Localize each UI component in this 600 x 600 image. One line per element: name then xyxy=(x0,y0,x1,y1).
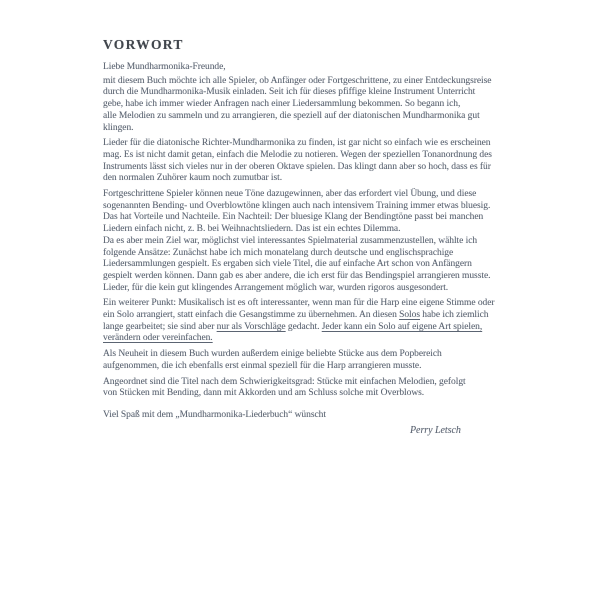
text-line xyxy=(103,322,543,334)
paragraph-intro xyxy=(103,76,543,135)
paragraph-ordering xyxy=(103,377,543,400)
text-line xyxy=(103,333,543,345)
text-line: durch die Mundharmonika-Musik einladen. Seit ich für dieses pfiffige kleine Instrument Unterricht xyxy=(103,87,476,98)
text-segment: lange gearbeitet; sie sind aber xyxy=(103,321,217,332)
text-line: Fortgeschrittene Spieler können neue Töne dazugewinnen, aber das erfordert viel Übung, und diese xyxy=(103,189,477,200)
text-line: Liedern einfach nicht, z. B. bei Weihnachtsliedern. Das ist ein echtes Dilemma. xyxy=(103,224,401,235)
text-line: Als Neuheit in diesem Buch wurden außerdem einige beliebte Stücke aus dem Popbereich xyxy=(103,349,442,360)
salutation: Liebe Mundharmonika-Freunde, xyxy=(103,62,226,72)
underlined-text: Jeder kann ein Solo auf eigene Art spielen, xyxy=(321,321,483,332)
text-segment: Ein weiterer Punkt: Musikalisch ist es oft interessanter, wenn man für die Harp eine eigene Stimme oder xyxy=(103,298,495,309)
paragraph-bending xyxy=(103,189,543,294)
text-line: aufgenommen, die ich ebenfalls erst einmal speziell für die Harp arrangieren musste. xyxy=(103,360,422,371)
text-line: von Stücken mit Bending, dann mit Akkorden und am Schluss solche mit Overblows. xyxy=(103,388,425,399)
text-line: gebe, habe ich immer wieder Anfragen nach einer Liedersammlung bekommen. So begann ich, xyxy=(103,99,461,110)
text-line xyxy=(103,298,543,310)
text-line: Instruments lässt sich vieles nur in der oberen Oktave spielen. Das klingt dann aber so hoch, dass es für xyxy=(103,161,491,172)
text-line: Lieder, für die kein gut klingendes Arrangement möglich war, wurden rigoros ausgesondert. xyxy=(103,282,449,293)
text-line: sogenannten Bending- und Overblowtöne klingen auch nach intensivem Training immer etwas bluesig. xyxy=(103,200,491,211)
text-line: Lieder für die diatonische Richter-Mundharmonika zu finden, ist gar nicht so einfach wie es erscheinen xyxy=(103,138,491,149)
text-line: alle Melodien zu sammeln und zu arrangieren, die speziell auf der diatonischen Mundharmonika gut xyxy=(103,110,480,121)
text-line: Da es aber mein Ziel war, möglichst viel interessantes Spielmaterial zusammenzustellen, wählte ich xyxy=(103,235,478,246)
closing-line: Viel Spaß mit dem „Mundharmonika-Liederbuch“ wünscht xyxy=(103,409,326,420)
paragraph-pop-songs xyxy=(103,349,543,372)
text-line: klingen. xyxy=(103,122,134,133)
text-line: mag. Es ist nicht damit getan, einfach die Melodie zu notieren. Wegen der speziellen Tonanordnung des xyxy=(103,149,492,160)
text-line: Angeordnet sind die Titel nach dem Schwierigkeitsgrad: Stücke mit einfachen Melodien, gefolgt xyxy=(103,376,466,387)
text-line: Liedersammlungen gespielt. Es ergaben sich viele Titel, die auf einfache Art schon von Anfängern xyxy=(103,259,472,270)
foreword-content xyxy=(103,38,543,436)
text-line: den normalen Zuhörer kaum noch zumutbar ist. xyxy=(103,173,283,184)
paragraph-finding-songs xyxy=(103,138,543,185)
text-segment: habe ich ziemlich xyxy=(419,310,489,321)
text-line: gespielt werden können. Dann gab es aber andere, die ich erst für das Bendingspiel arrangieren musste. xyxy=(103,270,491,281)
underlined-text: verändern oder vereinfachen. xyxy=(103,333,213,344)
paragraph-solos xyxy=(103,298,543,345)
text-line: folgende Ansätze: Zunächst habe ich mich monatelang durch deutsche und englischsprachige xyxy=(103,247,454,258)
text-segment: gedacht. xyxy=(285,321,322,332)
author-signature: Perry Letsch xyxy=(410,424,461,436)
text-segment: ein Solo arrangiert, statt einfach die Gesangstimme zu übernehmen. An diesen xyxy=(103,310,400,321)
underlined-text: nur als Vorschläge xyxy=(216,321,286,332)
text-line xyxy=(103,310,543,322)
page-title: VORWORT xyxy=(103,37,184,52)
text-line: mit diesem Buch möchte ich alle Spieler, ob Anfänger oder Fortgeschrittene, zu einer Entdeckungsreise xyxy=(103,75,492,86)
text-line: Das hat Vorteile und Nachteile. Ein Nachteil: Der bluesige Klang der Bendingtöne passt bei manchen xyxy=(103,212,484,223)
underlined-text: Solos xyxy=(399,310,420,321)
